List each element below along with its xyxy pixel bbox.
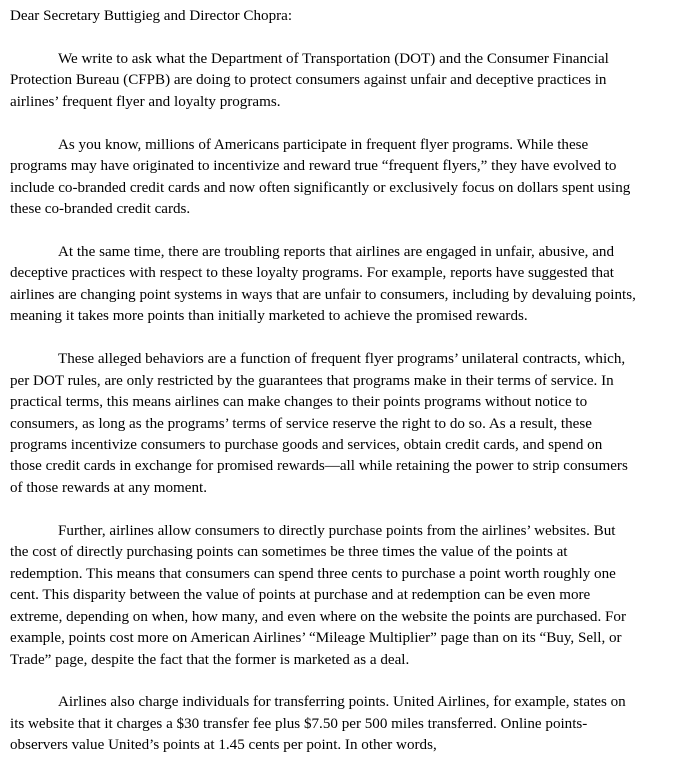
paragraph-6: Airlines also charge individuals for transferring points. United Airlines, for example, states on its website that it charges a $30 transfer fee plus $7.50 per 500 miles transferred. Online points-observers value United’s points at 1.45 cents per point. In other words, (10, 694, 626, 754)
paragraph-5: Further, airlines allow consumers to directly purchase points from the airlines’ websites. But the cost of directly purchasing points can sometimes be three times the value of the points at redemption. This means that consumers can spend three cents to purchase a point worth roughly one cent. This disparity between the value of points at purchase and at redemption can be even more extreme, depending on when, how many, and even where on the website the points are purchased. For example, points cost more on American Airlines’ “Mileage Multiplier” page than on its “Buy, Sell, or Trade” page, despite the fact that the former is marketed as a deal. (10, 522, 626, 668)
paragraph-spacer (10, 671, 636, 692)
letter-body (10, 6, 636, 757)
paragraph-4: These alleged behaviors are a function of frequent flyer programs’ unilateral contracts, which, per DOT rules, are only restricted by the guarantees that programs make in their terms of service. In practical terms, this means airlines can make changes to their points programs without notice to consumers, as long as the programs’ terms of service reserve the right to do so. As a result, these programs incentivize consumers to purchase goods and services, obtain credit cards, and spend on those credit cards in exchange for promised rewards—all while retaining the power to strip consumers of those rewards at any moment. (10, 351, 628, 496)
paragraph-spacer (10, 27, 636, 48)
paragraph-spacer (10, 113, 636, 134)
paragraph-spacer (10, 328, 636, 349)
paragraph-3: At the same time, there are troubling reports that airlines are engaged in unfair, abusive, and deceptive practices with respect to these loyalty programs. For example, reports have suggested that airlines are changing point systems in ways that are unfair to consumers, including by devaluing points, meaning it takes more points than initially marketed to achieve the promised rewards. (10, 243, 636, 325)
salutation-line: Dear Secretary Buttigieg and Director Chopra: (10, 8, 293, 24)
paragraph-1: We write to ask what the Department of Transportation (DOT) and the Consumer Financial Protection Bureau (CFPB) are doing to protect consumers against unfair and deceptive practices in airlines’ frequent flyer and loyalty programs. (10, 50, 609, 110)
paragraph-2: As you know, millions of Americans participate in frequent flyer programs. While these programs may have originated to incentivize and reward true “frequent flyers,” they have evolved to include co-branded credit cards and now often significantly or exclusively focus on dollars spent using these co-branded credit cards. (10, 136, 631, 218)
paragraph-spacer (10, 499, 636, 520)
paragraph-spacer (10, 221, 636, 242)
